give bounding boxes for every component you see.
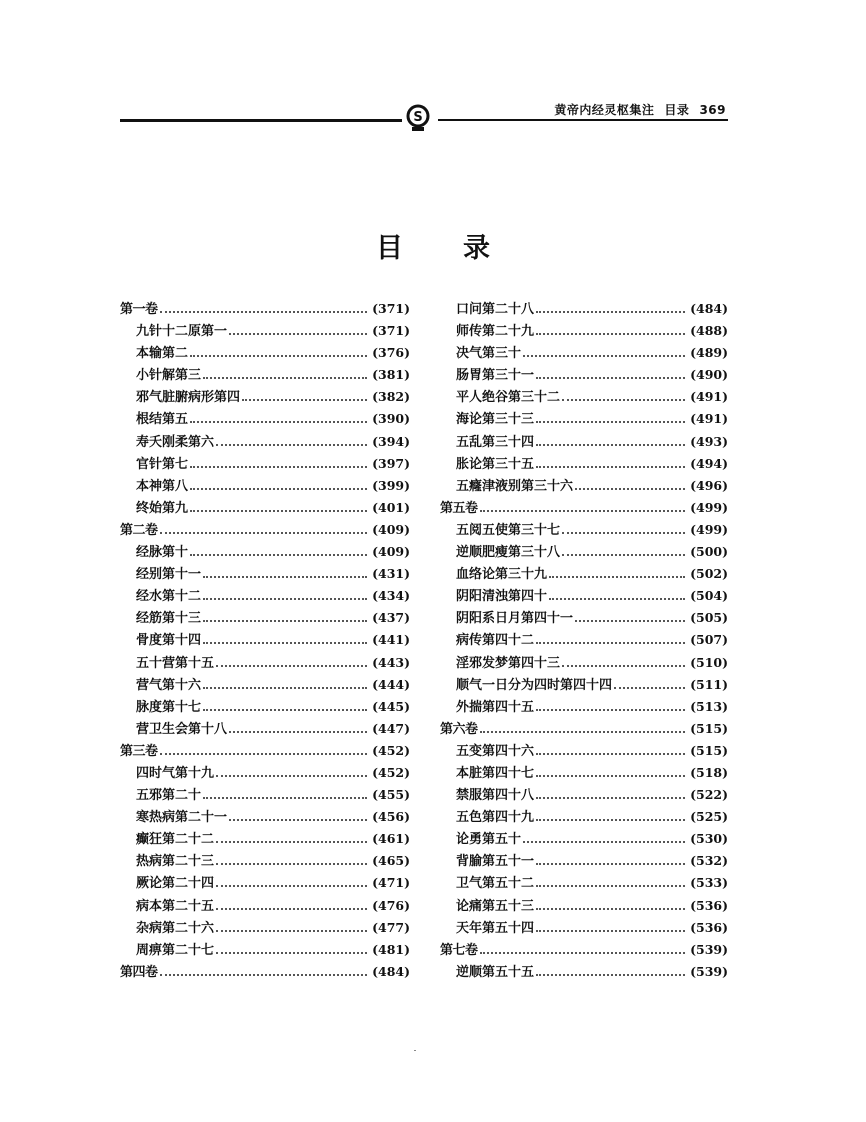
entry-page: (465) xyxy=(372,853,410,869)
entry-title: 外揣第四十五 xyxy=(456,699,535,715)
entry-title: 五邪第二十 xyxy=(136,788,202,804)
entry-title: 五阅五使第三十七 xyxy=(456,522,561,538)
entry-title: 杂病第二十六 xyxy=(136,920,215,936)
scan-speck xyxy=(414,1050,416,1051)
entry-title: 师传第二十九 xyxy=(456,324,535,340)
toc-chapter-entry xyxy=(440,541,728,563)
entry-title: 口问第二十八 xyxy=(456,302,535,317)
dot-leader xyxy=(190,509,367,512)
toc-volume-entry xyxy=(440,718,728,740)
entry-page: (507) xyxy=(690,632,728,648)
entry-page: (452) xyxy=(372,742,410,758)
dot-leader xyxy=(536,708,685,711)
entry-title: 第五卷 xyxy=(440,500,478,516)
entry-page: (502) xyxy=(690,566,728,582)
toc-chapter-entry xyxy=(440,674,728,696)
toc-chapter-entry xyxy=(440,917,728,939)
dot-leader xyxy=(216,774,367,777)
dot-leader xyxy=(229,332,367,335)
dot-leader xyxy=(216,884,367,887)
entry-page: (399) xyxy=(372,477,410,493)
entry-title: 五色第四十九 xyxy=(456,810,535,826)
toc-chapter-entry xyxy=(440,828,728,850)
entry-title: 营气第十六 xyxy=(136,677,202,693)
entry-page: (452) xyxy=(372,764,410,780)
entry-page: (441) xyxy=(372,632,410,648)
toc-chapter-entry xyxy=(120,762,410,784)
entry-page: (530) xyxy=(690,831,728,847)
dot-leader xyxy=(536,752,685,755)
entry-page: (493) xyxy=(690,433,728,449)
entry-page: (445) xyxy=(372,698,410,714)
dot-leader xyxy=(562,531,685,534)
entry-page: (515) xyxy=(690,742,728,758)
dot-leader xyxy=(536,465,685,468)
dot-leader xyxy=(216,929,367,932)
entry-title: 终始第九 xyxy=(136,500,189,516)
entry-page: (522) xyxy=(690,787,728,803)
toc-chapter-entry xyxy=(440,298,728,320)
entry-title: 血络论第三十九 xyxy=(456,567,548,583)
dot-leader xyxy=(536,774,685,777)
entry-title: 病传第四十二 xyxy=(456,633,535,649)
running-header xyxy=(544,101,726,118)
entry-page: (461) xyxy=(372,831,410,847)
dot-leader xyxy=(203,796,367,799)
dot-leader xyxy=(480,509,686,512)
entry-title: 九针十二原第一 xyxy=(136,324,228,340)
dot-leader xyxy=(480,951,686,954)
dot-leader xyxy=(562,398,685,401)
entry-page: (376) xyxy=(372,345,410,361)
dot-leader xyxy=(562,553,685,556)
dot-leader xyxy=(229,730,367,733)
toc-chapter-entry xyxy=(120,652,410,674)
dot-leader xyxy=(523,840,685,843)
entry-title: 脉度第十七 xyxy=(136,699,202,715)
entry-page: (500) xyxy=(690,544,728,560)
entry-page: (371) xyxy=(372,323,410,339)
entry-title: 周痹第二十七 xyxy=(136,942,215,958)
toc-volume-entry xyxy=(120,519,410,541)
toc-chapter-entry xyxy=(120,475,410,497)
entry-page: (490) xyxy=(690,367,728,383)
entry-page: (533) xyxy=(690,875,728,891)
dot-leader xyxy=(190,354,367,357)
toc-chapter-entry xyxy=(440,475,728,497)
toc-chapter-entry xyxy=(120,607,410,629)
dot-leader xyxy=(190,487,367,490)
dot-leader xyxy=(229,818,367,821)
dot-leader xyxy=(614,686,685,689)
toc-volume-entry xyxy=(120,298,410,320)
toc-chapter-entry xyxy=(120,585,410,607)
dot-leader xyxy=(190,553,367,556)
entry-title: 禁服第四十八 xyxy=(456,788,535,804)
entry-title: 邪气脏腑病形第四 xyxy=(136,390,241,406)
entry-title: 厥论第二十四 xyxy=(136,876,215,892)
toc-chapter-entry xyxy=(440,696,728,718)
entry-page: (539) xyxy=(690,941,728,957)
entry-page: (444) xyxy=(372,676,410,692)
entry-page: (484) xyxy=(372,963,410,979)
header-rule-right xyxy=(438,119,728,121)
entry-title: 第三卷 xyxy=(120,743,158,759)
toc-chapter-entry xyxy=(440,563,728,585)
entry-page: (525) xyxy=(690,809,728,825)
entry-page: (437) xyxy=(372,610,410,626)
entry-page: (471) xyxy=(372,875,410,891)
toc-chapter-entry xyxy=(120,850,410,872)
dot-leader xyxy=(216,951,367,954)
dot-leader xyxy=(562,664,685,667)
entry-page: (431) xyxy=(372,566,410,582)
entry-page: (505) xyxy=(690,610,728,626)
entry-title: 根结第五 xyxy=(136,412,189,428)
entry-page: (390) xyxy=(372,411,410,427)
dot-leader xyxy=(203,619,367,622)
dot-leader xyxy=(216,907,367,910)
dot-leader xyxy=(536,818,685,821)
toc-chapter-entry xyxy=(120,541,410,563)
toc-chapter-entry xyxy=(440,585,728,607)
entry-page: (504) xyxy=(690,588,728,604)
entry-title: 经筋第十三 xyxy=(136,611,202,627)
entry-title: 顺气一日分为四时第四十四 xyxy=(456,677,613,693)
dot-leader xyxy=(536,907,685,910)
entry-title: 小针解第三 xyxy=(136,368,202,384)
entry-page: (381) xyxy=(372,367,410,383)
toc-volume-entry xyxy=(120,961,410,983)
entry-title: 经脉第十 xyxy=(136,545,189,561)
entry-page: (515) xyxy=(690,720,728,736)
entry-page: (491) xyxy=(690,389,728,405)
dot-leader xyxy=(536,929,685,932)
toc-chapter-entry xyxy=(440,784,728,806)
entry-page: (491) xyxy=(690,411,728,427)
dot-leader xyxy=(536,332,685,335)
toc-chapter-entry xyxy=(120,342,410,364)
section-name: 目录 xyxy=(664,103,690,117)
toc-chapter-entry xyxy=(440,364,728,386)
entry-page: (481) xyxy=(372,941,410,957)
dot-leader xyxy=(216,443,367,446)
entry-title: 营卫生会第十八 xyxy=(136,721,228,737)
toc-chapter-entry xyxy=(120,497,410,519)
toc-chapter-entry xyxy=(120,718,410,740)
toc-chapter-entry xyxy=(440,895,728,917)
entry-page: (494) xyxy=(690,455,728,471)
dot-leader xyxy=(203,575,367,578)
dot-leader xyxy=(536,862,685,865)
entry-title: 海论第三十三 xyxy=(456,412,535,428)
toc-chapter-entry xyxy=(440,431,728,453)
entry-page: (499) xyxy=(690,499,728,515)
entry-page: (394) xyxy=(372,433,410,449)
toc-chapter-entry xyxy=(120,563,410,585)
toc-chapter-entry xyxy=(120,674,410,696)
entry-page: (397) xyxy=(372,455,410,471)
entry-page: (484) xyxy=(690,301,728,316)
book-title: 黄帝内经灵枢集注 xyxy=(554,103,655,117)
dot-leader xyxy=(203,376,367,379)
entry-title: 寿夭刚柔第六 xyxy=(136,434,215,450)
toc-left-column xyxy=(120,298,410,983)
entry-title: 五变第四十六 xyxy=(456,743,535,759)
toc-chapter-entry xyxy=(440,872,728,894)
svg-text:S: S xyxy=(413,110,423,125)
dot-leader xyxy=(536,973,685,976)
dot-leader xyxy=(536,420,685,423)
header-rule-left xyxy=(120,119,402,122)
entry-page: (513) xyxy=(690,698,728,714)
entry-title: 五癃津液别第三十六 xyxy=(456,478,574,494)
dot-leader xyxy=(549,575,685,578)
dot-leader xyxy=(536,310,685,313)
entry-page: (455) xyxy=(372,787,410,803)
dot-leader xyxy=(536,884,685,887)
toc-chapter-entry xyxy=(440,320,728,342)
dot-leader xyxy=(203,641,367,644)
entry-title: 本脏第四十七 xyxy=(456,765,535,781)
toc-chapter-entry xyxy=(440,408,728,430)
toc-chapter-entry xyxy=(440,386,728,408)
entry-title: 寒热病第二十一 xyxy=(136,810,228,826)
entry-title: 决气第三十 xyxy=(456,346,522,362)
entry-title: 本输第二 xyxy=(136,346,189,362)
entry-page: (382) xyxy=(372,389,410,405)
entry-page: (409) xyxy=(372,544,410,560)
entry-page: (539) xyxy=(690,963,728,979)
entry-title: 第六卷 xyxy=(440,721,478,737)
entry-page: (499) xyxy=(690,521,728,537)
entry-title: 淫邪发梦第四十三 xyxy=(456,655,561,671)
entry-title: 天年第五十四 xyxy=(456,920,535,936)
toc-chapter-entry xyxy=(120,828,410,850)
entry-title: 平人绝谷第三十二 xyxy=(456,390,561,406)
entry-page: (511) xyxy=(690,676,728,692)
entry-title: 四时气第十九 xyxy=(136,765,215,781)
toc-volume-entry xyxy=(440,939,728,961)
toc-chapter-entry xyxy=(120,939,410,961)
dot-leader xyxy=(203,597,367,600)
page-number: 369 xyxy=(699,103,726,117)
dot-leader xyxy=(203,708,367,711)
entry-title: 五十营第十五 xyxy=(136,655,215,671)
toc-volume-entry xyxy=(120,740,410,762)
entry-page: (476) xyxy=(372,897,410,913)
dot-leader xyxy=(523,354,685,357)
dot-leader xyxy=(216,862,367,865)
entry-page: (434) xyxy=(372,588,410,604)
dot-leader xyxy=(575,487,685,490)
dot-leader xyxy=(160,531,368,534)
publisher-logo-icon xyxy=(403,103,433,133)
toc-chapter-entry xyxy=(440,806,728,828)
toc-chapter-entry xyxy=(120,917,410,939)
entry-title: 经别第十一 xyxy=(136,567,202,583)
dot-leader xyxy=(160,973,368,976)
dot-leader xyxy=(575,619,685,622)
toc-chapter-entry xyxy=(440,961,728,983)
entry-title: 论勇第五十 xyxy=(456,832,522,848)
entry-page: (536) xyxy=(690,897,728,913)
toc-chapter-entry xyxy=(120,453,410,475)
toc-chapter-entry xyxy=(440,519,728,541)
title-char: 目 xyxy=(376,233,403,264)
entry-page: (447) xyxy=(372,720,410,736)
entry-title: 第二卷 xyxy=(120,522,158,538)
entry-page: (477) xyxy=(372,919,410,935)
entry-title: 五乱第三十四 xyxy=(456,434,535,450)
entry-title: 骨度第十四 xyxy=(136,633,202,649)
dot-leader xyxy=(549,597,685,600)
entry-page: (456) xyxy=(372,809,410,825)
toc-chapter-entry xyxy=(120,364,410,386)
entry-title: 病本第二十五 xyxy=(136,898,215,914)
toc-chapter-entry xyxy=(440,850,728,872)
toc-chapter-entry xyxy=(440,607,728,629)
toc-chapter-entry xyxy=(440,342,728,364)
entry-title: 肠胃第三十一 xyxy=(456,368,535,384)
dot-leader xyxy=(190,465,367,468)
dot-leader xyxy=(190,420,367,423)
toc-chapter-entry xyxy=(120,408,410,430)
dot-leader xyxy=(216,840,367,843)
toc-chapter-entry xyxy=(440,652,728,674)
entry-page: (518) xyxy=(690,764,728,780)
entry-title: 胀论第三十五 xyxy=(456,456,535,472)
entry-title: 经水第十二 xyxy=(136,589,202,605)
dot-leader xyxy=(216,664,367,667)
entry-title: 阴阳清浊第四十 xyxy=(456,589,548,605)
toc-chapter-entry xyxy=(120,806,410,828)
dot-leader xyxy=(536,796,685,799)
entry-title: 逆顺肥瘦第三十八 xyxy=(456,545,561,561)
dot-leader xyxy=(203,686,367,689)
toc-chapter-entry xyxy=(120,895,410,917)
dot-leader xyxy=(242,398,367,401)
toc-right-column xyxy=(440,298,728,983)
entry-page: (532) xyxy=(690,853,728,869)
dot-leader xyxy=(536,443,685,446)
entry-page: (489) xyxy=(690,345,728,361)
dot-leader xyxy=(160,310,368,313)
dot-leader xyxy=(160,752,368,755)
toc-chapter-entry xyxy=(440,629,728,651)
entry-page: (496) xyxy=(690,477,728,493)
page-title xyxy=(0,226,866,265)
toc-chapter-entry xyxy=(120,784,410,806)
entry-page: (510) xyxy=(690,654,728,670)
toc-chapter-entry xyxy=(120,386,410,408)
entry-title: 逆顺第五十五 xyxy=(456,964,535,980)
dot-leader xyxy=(480,730,686,733)
dot-leader xyxy=(536,641,685,644)
entry-title: 阴阳系日月第四十一 xyxy=(456,611,574,627)
entry-title: 热病第二十三 xyxy=(136,854,215,870)
entry-page: (371) xyxy=(372,301,410,316)
entry-page: (536) xyxy=(690,919,728,935)
toc-volume-entry xyxy=(440,497,728,519)
entry-page: (409) xyxy=(372,521,410,537)
toc-chapter-entry xyxy=(120,872,410,894)
entry-page: (443) xyxy=(372,654,410,670)
entry-title: 本神第八 xyxy=(136,478,189,494)
toc-chapter-entry xyxy=(440,740,728,762)
entry-page: (401) xyxy=(372,499,410,515)
entry-title: 第一卷 xyxy=(120,302,158,317)
entry-title: 官针第七 xyxy=(136,456,189,472)
entry-title: 背腧第五十一 xyxy=(456,854,535,870)
toc-chapter-entry xyxy=(120,629,410,651)
entry-page: (488) xyxy=(690,323,728,339)
toc-chapter-entry xyxy=(120,320,410,342)
toc-chapter-entry xyxy=(120,431,410,453)
entry-title: 卫气第五十二 xyxy=(456,876,535,892)
toc-chapter-entry xyxy=(120,696,410,718)
entry-title: 癫狂第二十二 xyxy=(136,832,215,848)
dot-leader xyxy=(536,376,685,379)
entry-title: 第七卷 xyxy=(440,942,478,958)
entry-title: 第四卷 xyxy=(120,964,158,980)
title-char: 录 xyxy=(463,233,490,264)
entry-title: 论痛第五十三 xyxy=(456,898,535,914)
toc-chapter-entry xyxy=(440,762,728,784)
toc-chapter-entry xyxy=(440,453,728,475)
